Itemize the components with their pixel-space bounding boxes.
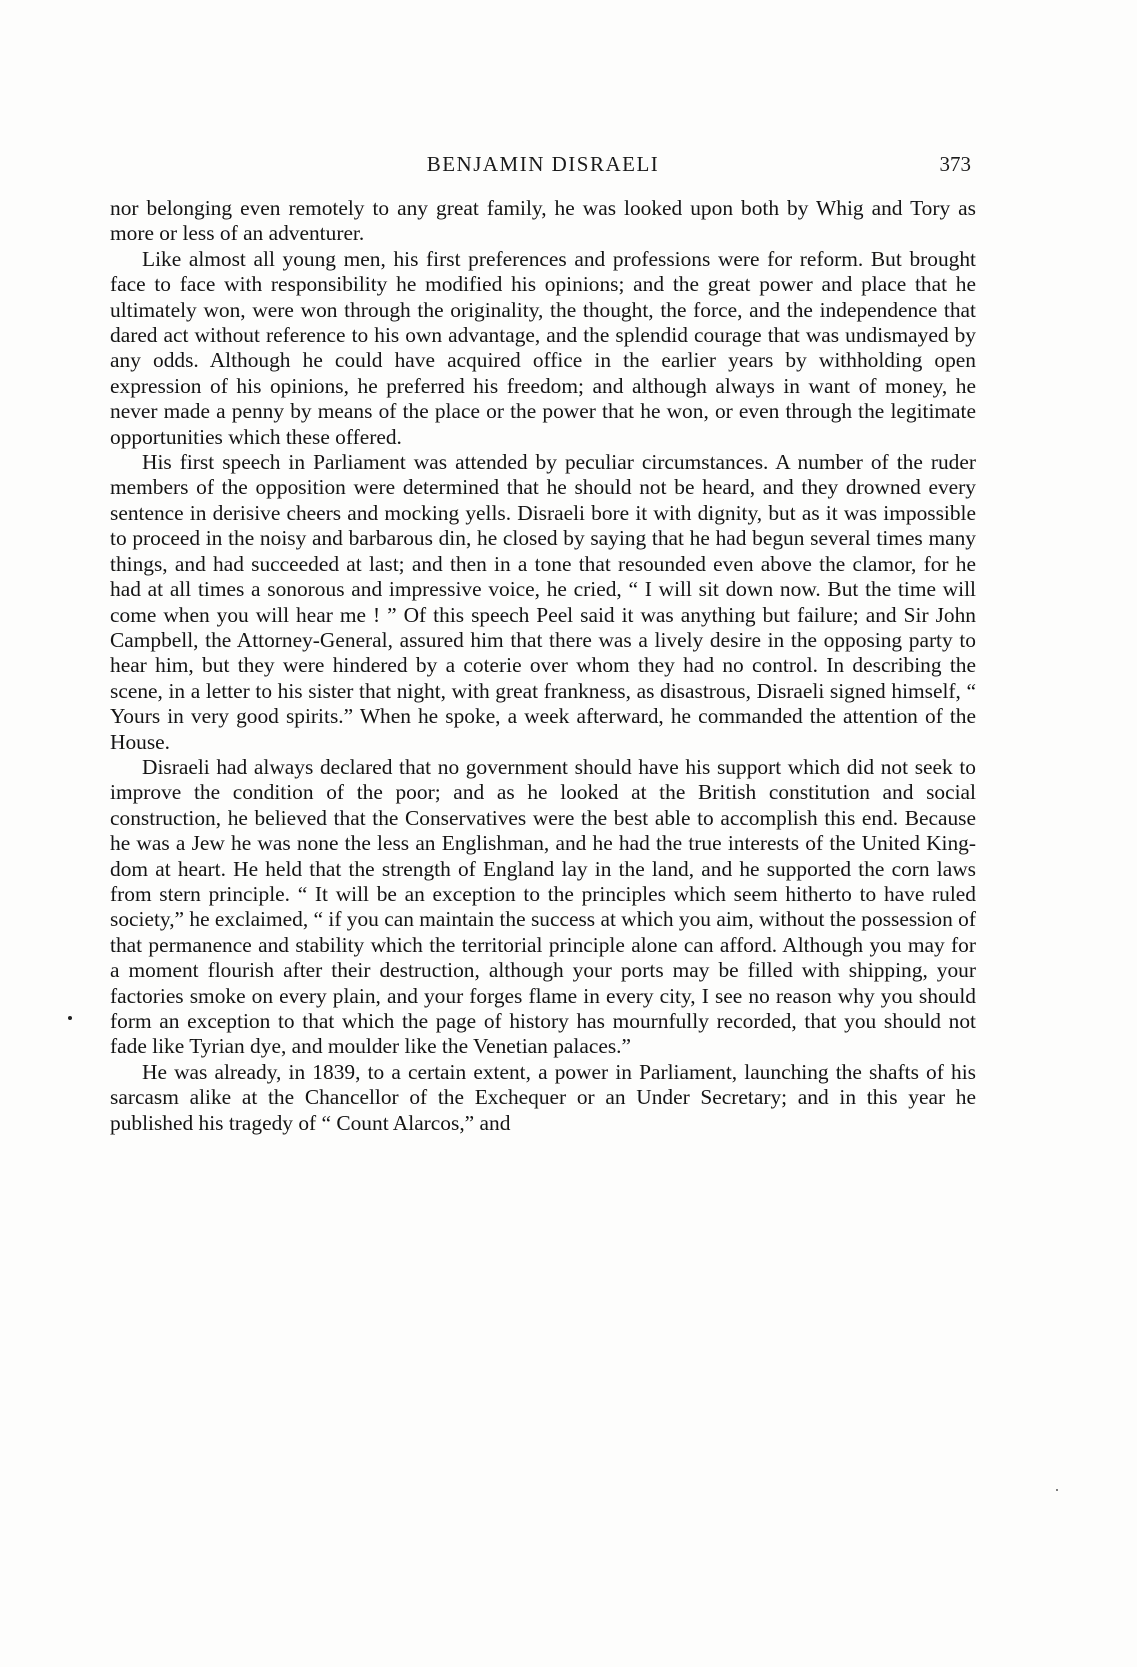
running-head <box>115 152 971 182</box>
paragraph-1839: He was already, in 1839, to a certain extent, a power in Parliament, launching the shafts of his sarcasm alike at the Chancellor of the Exchequer or an Under Secretary; and in this year he published his tragedy of “ Count Alarcos,” and <box>110 1059 976 1135</box>
paragraph-reform: Like almost all young men, his first preferences and professions were for reform. But brought face to face with responsibility he modified his opinions; and the great power and place that he ultimately won, were won through the originality, the thought, the force, and the independence that dared act without reference to his own advantage, and the splendid courage that was undismayed by any odds. Although he could have acquired office in the earlier years by withholding open expression of his opinions, he preferred his freedom; and although always in want of money, he never made a penny by means of the place or the power that he won, or even through the legitimate opportunities which these offered. <box>110 246 976 449</box>
running-title: BENJAMIN DISRAELI <box>426 152 660 176</box>
margin-mark <box>68 1016 72 1020</box>
body-text <box>110 196 976 1136</box>
page-number: 373 <box>939 152 971 176</box>
paragraph-continued: nor belonging even remotely to any great family, he was looked upon both by Whig and Tory as more or less of an adventurer. <box>110 196 976 246</box>
paragraph-conservatives: Disraeli had always declared that no government should have his support which did not seek to improve the condition of the poor; and as he looked at the British constitution and social construction, he believed that the Conservatives were the best able to accomplish this end. Because he was a Jew he was none the less an Englishman, and he had the true interests of the United Kingdom at heart. He held that the strength of England lay in the land, and he supported the corn laws from stern principle. “ It will be an exception to the principles which seem hitherto to have ruled society,” he exclaimed, “ if you can maintain the success at which you aim, without the possession of that permanence and stability which the territorial principle alone can afford. Although you may for a moment flourish after their destruction, although your ports may be filled with shipping, your factories smoke on every plain, and your forges flame in every city, I see no reason why you should form an exception to that which the page of history has mournfully recorded, that you should not fade like Tyrian dye, and moulder like the Venetian palaces.” <box>110 754 976 1059</box>
paragraph-first-speech: His first speech in Parliament was attended by peculiar circumstances. A number of the ruder members of the opposition were determined that he should not be heard, and they drowned every sentence in derisive cheers and mocking yells. Disraeli bore it with dignity, but as it was impossible to proceed in the noisy and barbarous din, he closed by saying that he had begun several times many things, and had succeeded at last; and then in a tone that resounded even above the clamor, for he had at all times a sonorous and impressive voice, he cried, “ I will sit down now. But the time will come when you will hear me ! ” Of this speech Peel said it was anything but failure; and Sir John Campbell, the Attorney-General, assured him that there was a lively desire in the opposing party to hear him, but they were hindered by a coterie over whom they had no control. In describing the scene, in a letter to his sister that night, with great frankness, as disastrous, Disraeli signed himself, “ Yours in very good spirits.” When he spoke, a week afterward, he commanded the attention of the House. <box>110 450 976 754</box>
corner-speck <box>1056 1489 1058 1491</box>
